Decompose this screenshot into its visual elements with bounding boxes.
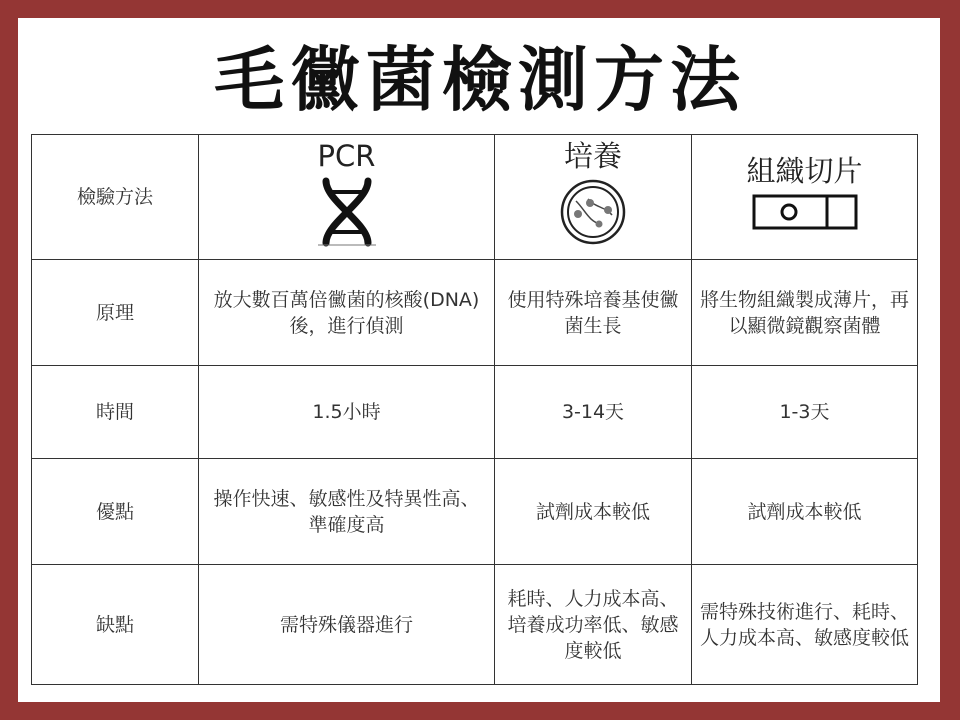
table-cell: 需特殊儀器進行 bbox=[199, 565, 495, 685]
petri-dish-icon bbox=[558, 177, 628, 247]
table-cell: 試劑成本較低 bbox=[495, 459, 692, 565]
table-row bbox=[32, 565, 918, 685]
table-row bbox=[32, 459, 918, 565]
column-title: 培養 bbox=[563, 139, 622, 173]
table-cell: 試劑成本較低 bbox=[692, 459, 918, 565]
column-title: 組織切片 bbox=[746, 154, 863, 188]
column-header-tissue-section bbox=[692, 135, 918, 260]
tissue-slide-icon bbox=[751, 192, 859, 232]
table-row bbox=[32, 366, 918, 459]
row-header: 時間 bbox=[32, 366, 199, 459]
table-cell: 放大數百萬倍黴菌的核酸(DNA)後，進行偵測 bbox=[199, 260, 495, 366]
corner-cell: 檢驗方法 bbox=[32, 135, 199, 260]
table-header-row bbox=[32, 135, 918, 260]
dna-helix-icon bbox=[316, 177, 378, 247]
page-title: 毛黴菌檢測方法 bbox=[214, 39, 746, 121]
table-cell: 使用特殊培養基使黴菌生長 bbox=[495, 260, 692, 366]
table-cell: 1.5小時 bbox=[199, 366, 495, 459]
comparison-table bbox=[31, 134, 918, 685]
table-cell: 將生物組織製成薄片，再以顯微鏡觀察菌體 bbox=[692, 260, 918, 366]
row-header: 缺點 bbox=[32, 565, 199, 685]
column-header-pcr bbox=[199, 135, 495, 260]
column-header-culture bbox=[495, 135, 692, 260]
table-row bbox=[32, 260, 918, 366]
table-cell: 1-3天 bbox=[692, 366, 918, 459]
row-header: 優點 bbox=[32, 459, 199, 565]
column-title: PCR bbox=[317, 139, 376, 173]
table-cell: 操作快速、敏感性及特異性高、準確度高 bbox=[199, 459, 495, 565]
table-cell: 3-14天 bbox=[495, 366, 692, 459]
table-cell: 需特殊技術進行、耗時、人力成本高、敏感度較低 bbox=[692, 565, 918, 685]
table-cell: 耗時、人力成本高、培養成功率低、敏感度較低 bbox=[495, 565, 692, 685]
row-header: 原理 bbox=[32, 260, 199, 366]
